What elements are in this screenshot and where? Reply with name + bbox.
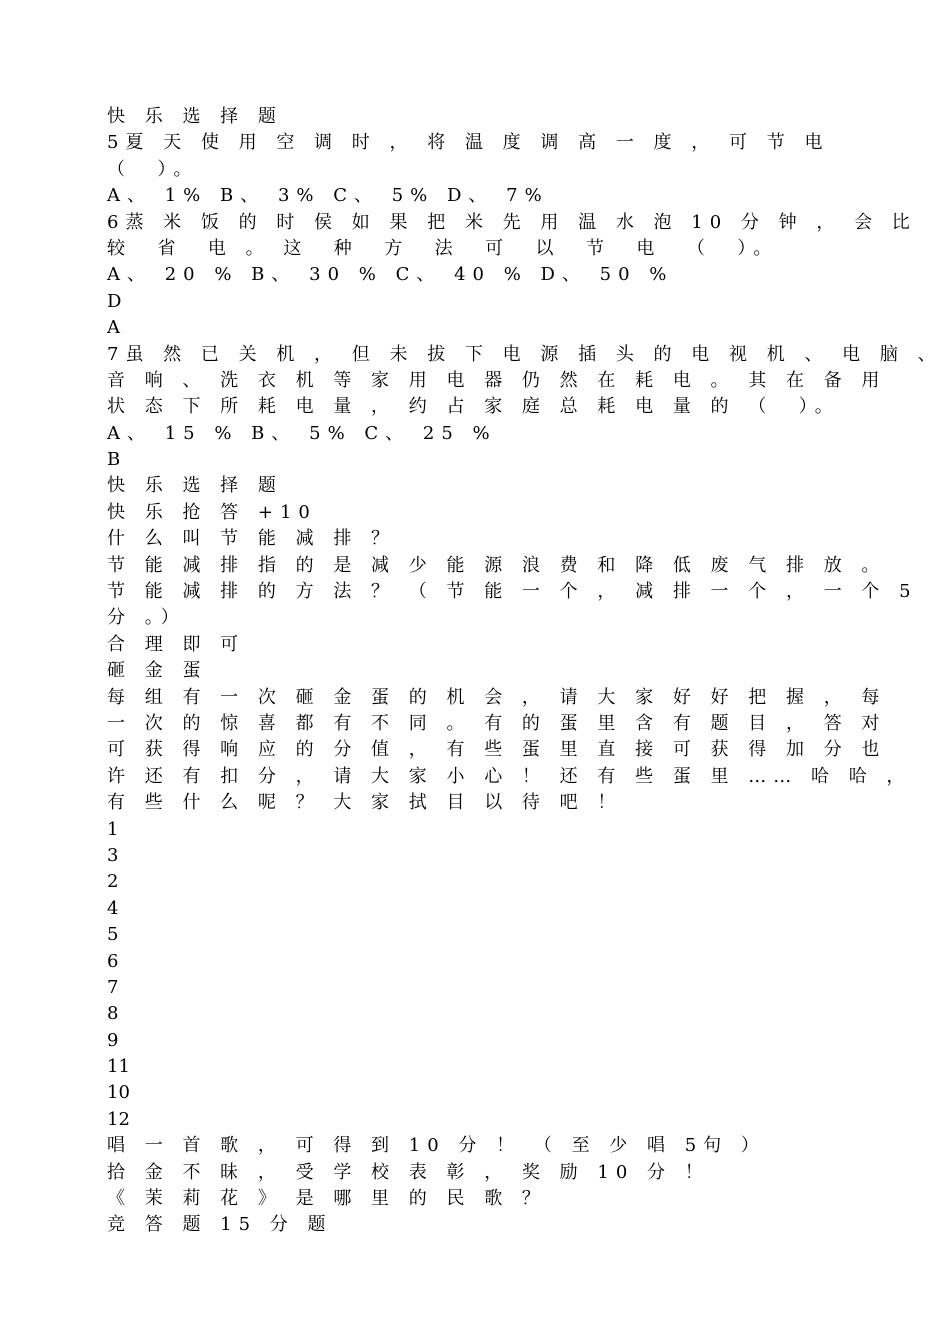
egg-number: 3 bbox=[107, 844, 119, 866]
egg-number: 2 bbox=[107, 871, 119, 893]
egg-number: 11 bbox=[107, 1056, 130, 1078]
question-5-blank: （ ）。 bbox=[107, 158, 199, 180]
question-methods-continued: 分 。） bbox=[107, 607, 186, 629]
question-7-line-3: 状 态 下 所 耗 电 量 ， 约 占 家 庭 总 耗 电 量 的 （ ）。 bbox=[107, 396, 840, 418]
heading-happy-choice-2: 快 乐 选 择 题 bbox=[107, 475, 283, 497]
question-5: 5夏 天 使 用 空 调 时 ， 将 温 度 调 高 一 度 ， 可 节 电 bbox=[107, 132, 830, 154]
egg-rules-line-2: 一 次 的 惊 喜 都 有 不 同 。 有 的 蛋 里 含 有 题 目 ， 答 对 bbox=[107, 712, 887, 734]
answer-b: B bbox=[107, 449, 128, 471]
heading-quick-answer: 快 乐 抢 答 +10 bbox=[107, 501, 317, 523]
question-6-continued: 较 省 电 。 这 种 方 法 可 以 节 电 （ ）。 bbox=[107, 237, 779, 259]
question-5-options: A、 1% B、 3% C、 5% D、 7% bbox=[107, 185, 549, 207]
egg-rules-line-1: 每 组 有 一 次 砸 金 蛋 的 机 会 ， 请 大 家 好 好 把 握 ， 每 bbox=[107, 686, 887, 708]
egg-rules-line-3: 可 获 得 响 应 的 分 值 ， 有 些 蛋 里 直 接 可 获 得 加 分 也 bbox=[107, 739, 887, 761]
egg-question-jasmine: 《 茉 莉 花 》 是 哪 里 的 民 歌 ？ bbox=[107, 1188, 547, 1210]
egg-number: 10 bbox=[107, 1082, 130, 1104]
egg-number: 6 bbox=[107, 950, 119, 972]
question-6: 6蒸 米 饭 的 时 侯 如 果 把 米 先 用 温 水 泡 10 分 钟 ， 会 比 bbox=[107, 211, 917, 233]
document-page bbox=[107, 104, 943, 1239]
answer-d: D bbox=[107, 290, 129, 312]
question-methods: 节 能 减 排 的 方 法 ？ （ 节 能 一 个 ， 减 排 一 个 ， 一 个 5 bbox=[107, 581, 918, 603]
heading-golden-egg: 砸 金 蛋 bbox=[107, 660, 208, 682]
question-energy-saving: 什 么 叫 节 能 减 排 ？ bbox=[107, 528, 397, 550]
egg-rules-line-4: 许 还 有 扣 分 ， 请 大 家 小 心 ！ 还 有 些 蛋 里 …… 哈 哈 ， bbox=[107, 765, 912, 787]
egg-number: 12 bbox=[107, 1108, 130, 1130]
egg-prize-sing: 唱 一 首 歌 ， 可 得 到 10 分 ！ （ 至 少 唱 5句 ） bbox=[107, 1135, 766, 1157]
heading-happy-choice: 快 乐 选 择 题 bbox=[107, 106, 283, 127]
egg-rules-line-5: 有 些 什 么 呢 ？ 大 家 拭 目 以 待 吧 ！ bbox=[107, 792, 623, 814]
question-7-options: A、 15 % B、 5% C、 25 % bbox=[107, 422, 497, 444]
question-6-options: A、 20 % B、 30 % C、 40 % D、 50 % bbox=[107, 264, 674, 286]
egg-number: 4 bbox=[107, 897, 119, 919]
egg-number: 5 bbox=[107, 924, 119, 946]
egg-number: 7 bbox=[107, 976, 119, 998]
egg-number: 9 bbox=[107, 1029, 119, 1051]
question-7-line-2: 音 响 、 洗 衣 机 等 家 用 电 器 仍 然 在 耗 电 。 其 在 备 用 bbox=[107, 369, 887, 391]
answer-a: A bbox=[107, 317, 127, 339]
egg-number: 1 bbox=[107, 818, 119, 840]
answer-energy-saving: 节 能 减 排 指 的 是 减 少 能 源 浪 费 和 降 低 废 气 排 放 。 bbox=[107, 554, 887, 576]
egg-quiz-15-points: 竞 答 题 15 分 题 bbox=[107, 1214, 333, 1236]
answer-reasonable: 合 理 即 可 bbox=[107, 633, 246, 655]
egg-number: 8 bbox=[107, 1003, 119, 1025]
egg-prize-honesty: 拾 金 不 昧 ， 受 学 校 表 彰 ， 奖 励 10 分 ！ bbox=[107, 1161, 710, 1183]
question-7: 7虽 然 已 关 机 ， 但 未 拔 下 电 源 插 头 的 电 视 机 、 电 脑 、 bbox=[107, 343, 943, 365]
